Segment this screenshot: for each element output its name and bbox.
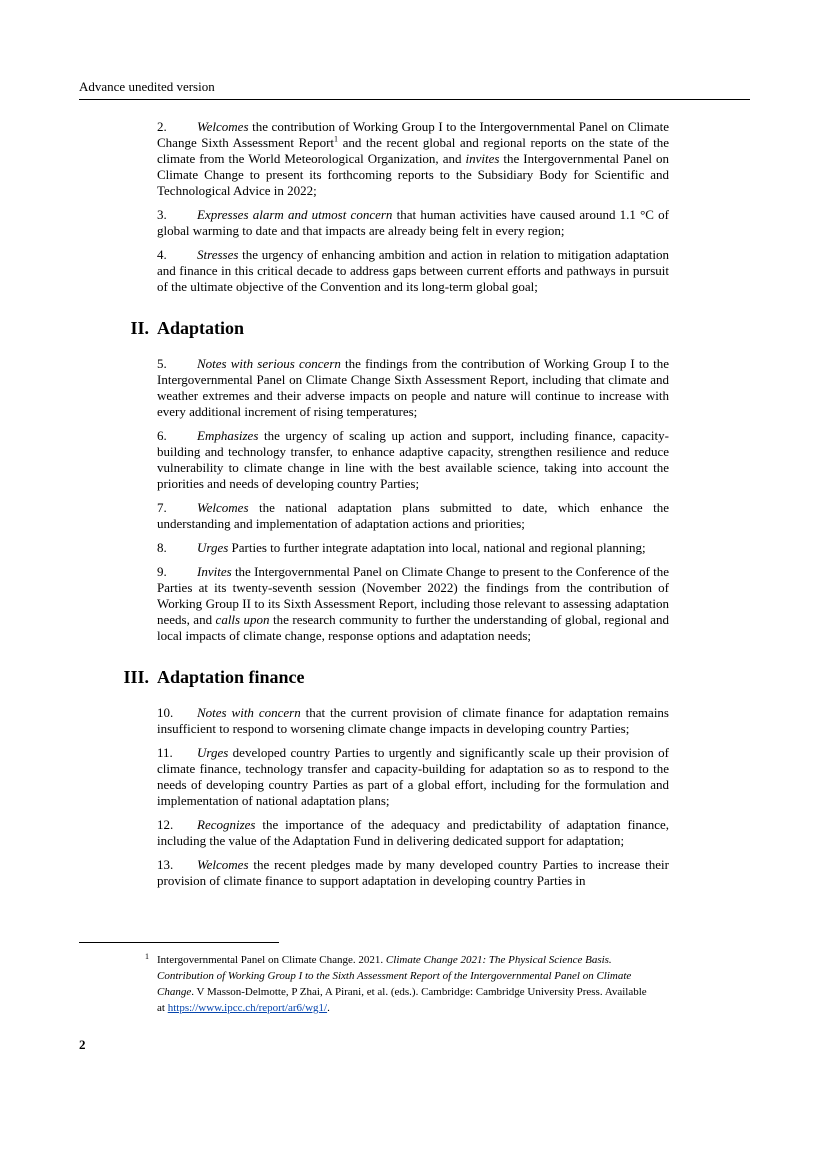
section-heading-adaptation-finance: III. Adaptation finance	[123, 667, 305, 687]
paragraph-5: 5. Notes with serious concern the findings from the contribution of Working Group I to the Intergovernmental Panel on Climate Change Sixth Assessment Report, including that climate and weather extremes and their adverse impacts on people and nature will continue to increase with every additional increment of rising temperatures;	[157, 356, 670, 419]
running-header: Advance unedited version	[79, 79, 215, 94]
page-number: 2	[79, 1037, 86, 1052]
paragraph-4: 4. Stresses the urgency of enhancing ambition and action in relation to mitigation adaptation and finance in this critical decade to address gaps between current efforts and pathways in pursuit of the ultimate objective of the Convention and its long-term global goal;	[157, 247, 669, 294]
document-body	[123, 119, 670, 897]
paragraph-9: 9. Invites the Intergovernmental Panel on Climate Change to present to the Conference of the Parties at its twenty-seventh session (November 2022) the findings from the contribution of Working Group II to its Sixth Assessment Report, including those relevant to assessing adaptation needs, and calls upon the research community to further the understanding of global, regional and local impacts of climate change, response options and adaptation needs;	[157, 564, 669, 643]
ipcc-report-link[interactable]: https://www.ipcc.ch/report/ar6/wg1/	[167, 1002, 328, 1014]
footnote-mark: 1	[145, 952, 149, 961]
footnote: 1 Intergovernmental Panel on Climate Change. 2021. Climate Change 2021: The Physical Science Basis. Contribution of Working Group I to the Sixth Assessment Report of the Intergovernmental Panel on Climate Change. V Masson-Delmotte, P Zhai, A Pirani, et al. (eds.). Cambridge: Cambridge University Press. Available at https://www.ipcc.ch/report/ar6/wg1/.	[157, 952, 647, 1016]
footnote-rule	[79, 942, 279, 943]
paragraph-10: 10. Notes with concern that the current provision of climate finance for adaptation remains insufficient to respond to worsening climate change impacts in developing country Parties;	[157, 705, 669, 736]
paragraph-12: 12. Recognizes the importance of the adequacy and predictability of adaptation finance, including the value of the Adaptation Fund in delivering dedicated support for adaptation;	[157, 817, 669, 848]
paragraph-6: 6. Emphasizes the urgency of scaling up action and support, including finance, capacity-building and technology transfer, to enhance adaptive capacity, strengthen resilience and reduce vulnerability to climate change in line with the best available science, taking into account the priorities and needs of developing country Parties;	[157, 428, 669, 491]
footnote-ref[interactable]: 1	[334, 134, 339, 144]
paragraph-8: 8. Urges Parties to further integrate adaptation into local, national and regional planning;	[157, 540, 646, 555]
paragraph-11: 11. Urges developed country Parties to urgently and significantly scale up their provision of climate finance, technology transfer and capacity-building for adaptation so as to respond to the needs of developing country Parties as part of a global effort, including for the formulation and implementation of national adaptation plans;	[157, 745, 669, 808]
section-heading-adaptation: II. Adaptation	[130, 318, 245, 338]
paragraph-7: 7. Welcomes the national adaptation plans submitted to date, which enhance the understanding and implementation of adaptation actions and priorities;	[157, 500, 669, 531]
paragraph-2: 2. Welcomes the contribution of Working Group I to the Intergovernmental Panel on Climate Change Sixth Assessment Report$^1$ and the recent global and regional reports on the state of the climate from the World Meteorological Organization, and invites the Intergovernmental Panel on Climate Change to present its forthcoming reports to the Subsidiary Body for Scientific and Technological Advice in 2022;	[157, 119, 670, 198]
header-rule	[79, 99, 750, 100]
paragraph-13: 13. Welcomes the recent pledges made by many developed country Parties to increase their provision of climate finance to support adaptation in developing country Parties in	[157, 857, 669, 888]
paragraph-3: 3. Expresses alarm and utmost concern that human activities have caused around 1.1 °C of global warming to date and that impacts are already being felt in every region;	[157, 207, 669, 238]
